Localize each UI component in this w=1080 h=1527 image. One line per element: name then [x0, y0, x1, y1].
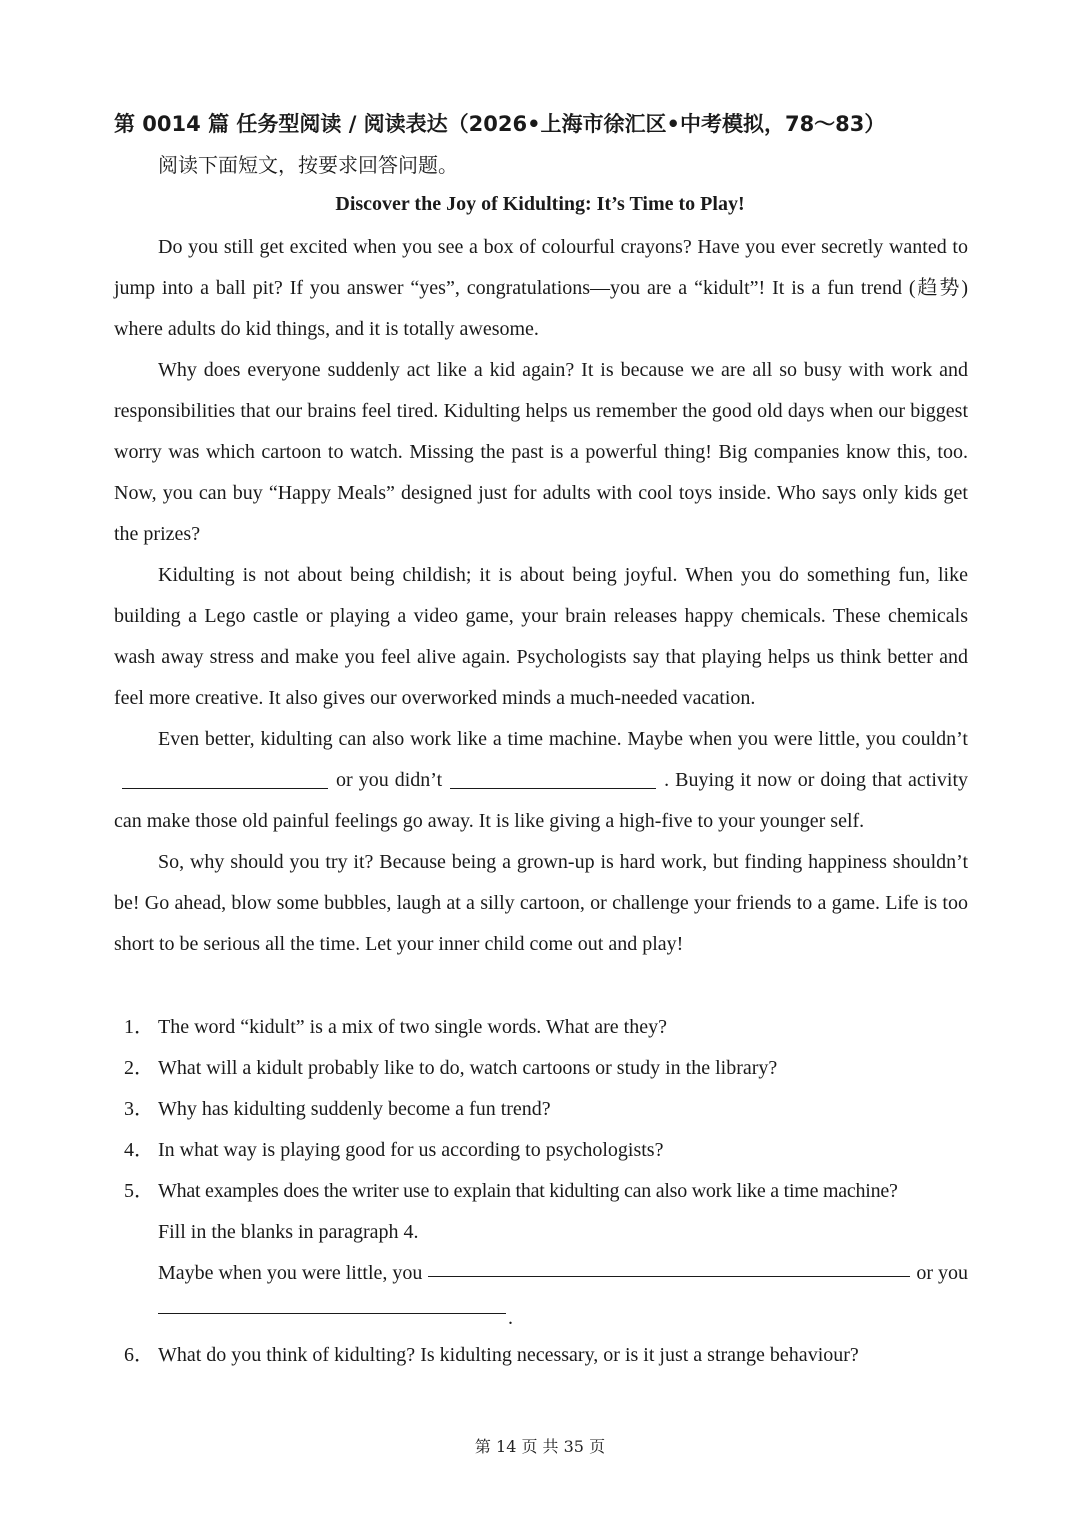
paragraph-4	[114, 719, 968, 842]
fill-in-line-2	[114, 1294, 968, 1335]
question-item	[114, 1171, 968, 1212]
question-item	[114, 1007, 968, 1048]
fill-end-text: .	[508, 1307, 513, 1329]
instruction-text: 阅读下面短文，按要求回答问题。	[158, 153, 458, 177]
question-number: 1．	[124, 1016, 154, 1038]
paragraph-1: Do you still get excited when you see a box of colourful crayons? Have you ever secretly wanted to jump into a ball pit? If you answer “yes”, congratulations—you are a “kidult”! It is a fun trend (趋势) where adults do kid things, and it is totally awesome.	[114, 236, 968, 340]
question-text: What do you think of kidulting? Is kidulting necessary, or is it just a strange behaviour?	[158, 1344, 859, 1366]
question-number: 3．	[124, 1098, 154, 1120]
answer-blank-1[interactable]	[428, 1254, 910, 1277]
article-title: Discover the Joy of Kidulting: It’s Time to Play!	[335, 193, 745, 215]
question-text: What examples does the writer use to explain that kidulting can also work like a time machine?	[158, 1180, 898, 1202]
question-number: 6．	[124, 1344, 154, 1366]
question-item	[114, 1335, 968, 1376]
page-number-footer: 第 14 页 共 35 页	[474, 1437, 606, 1456]
question-text: In what way is playing good for us according to psychologists?	[158, 1139, 664, 1161]
question-number: 4．	[124, 1139, 154, 1161]
question-list	[114, 1007, 968, 1376]
question-number: 2．	[124, 1057, 154, 1079]
paragraph-3: Kidulting is not about being childish; it is about being joyful. When you do something fun, like building a Lego castle or playing a video game, your brain releases happy chemicals. These chemicals wash away stress and make you feel alive again. Psychologists say that playing helps us think better and feel more creative. It also gives our overworked minds a much-needed vacation.	[114, 564, 968, 709]
answer-blank-2[interactable]	[158, 1313, 506, 1314]
fill-in-line-1	[114, 1253, 968, 1294]
paragraph-4-part-3: . Buying it now or doing that activity can make those old painful feelings go away. It is like giving a high-five to your younger self.	[114, 769, 968, 832]
question-subinstruction: Fill in the blanks in paragraph 4.	[158, 1221, 419, 1243]
question-text: What will a kidult probably like to do, watch cartoons or study in the library?	[158, 1057, 778, 1079]
paragraph-2: Why does everyone suddenly act like a kid again? It is because we are all so busy with work and responsibilities that our brains feel tired. Kidulting helps us remember the good old days when our biggest worry was which cartoon to watch. Missing the past is a powerful thing! Big companies know this, too. Now, you can buy “Happy Meals” designed just for adults with cool toys inside. Who says only kids get the prizes?	[114, 359, 968, 545]
question-text: Why has kidulting suddenly become a fun trend?	[158, 1098, 551, 1120]
fill-start-text: Maybe when you were little, you	[158, 1262, 423, 1284]
paragraph-4-part-1: Even better, kidulting can also work like a time machine. Maybe when you were little, you couldn’t	[158, 728, 968, 750]
paragraph-4-part-2: or you didn’t	[336, 769, 443, 791]
question-item	[114, 1048, 968, 1089]
fill-mid-text: or you	[916, 1262, 968, 1284]
question-item	[114, 1130, 968, 1171]
paragraph-blank-2	[450, 766, 656, 789]
question-text: The word “kidult” is a mix of two single words. What are they?	[158, 1016, 667, 1038]
paragraph-5: So, why should you try it? Because being a grown-up is hard work, but finding happiness shouldn’t be! Go ahead, blow some bubbles, laugh at a silly cartoon, or challenge your friends to a game. Life is too short to be serious all the time. Let your inner child come out and play!	[114, 851, 968, 955]
section-header: 第 0014 篇 任务型阅读 / 阅读表达（2026•上海市徐汇区•中考模拟，78～83）	[114, 112, 886, 136]
question-number: 5．	[124, 1180, 154, 1202]
paragraph-blank-1	[122, 766, 328, 789]
article-passage	[114, 227, 968, 965]
question-item	[114, 1089, 968, 1130]
